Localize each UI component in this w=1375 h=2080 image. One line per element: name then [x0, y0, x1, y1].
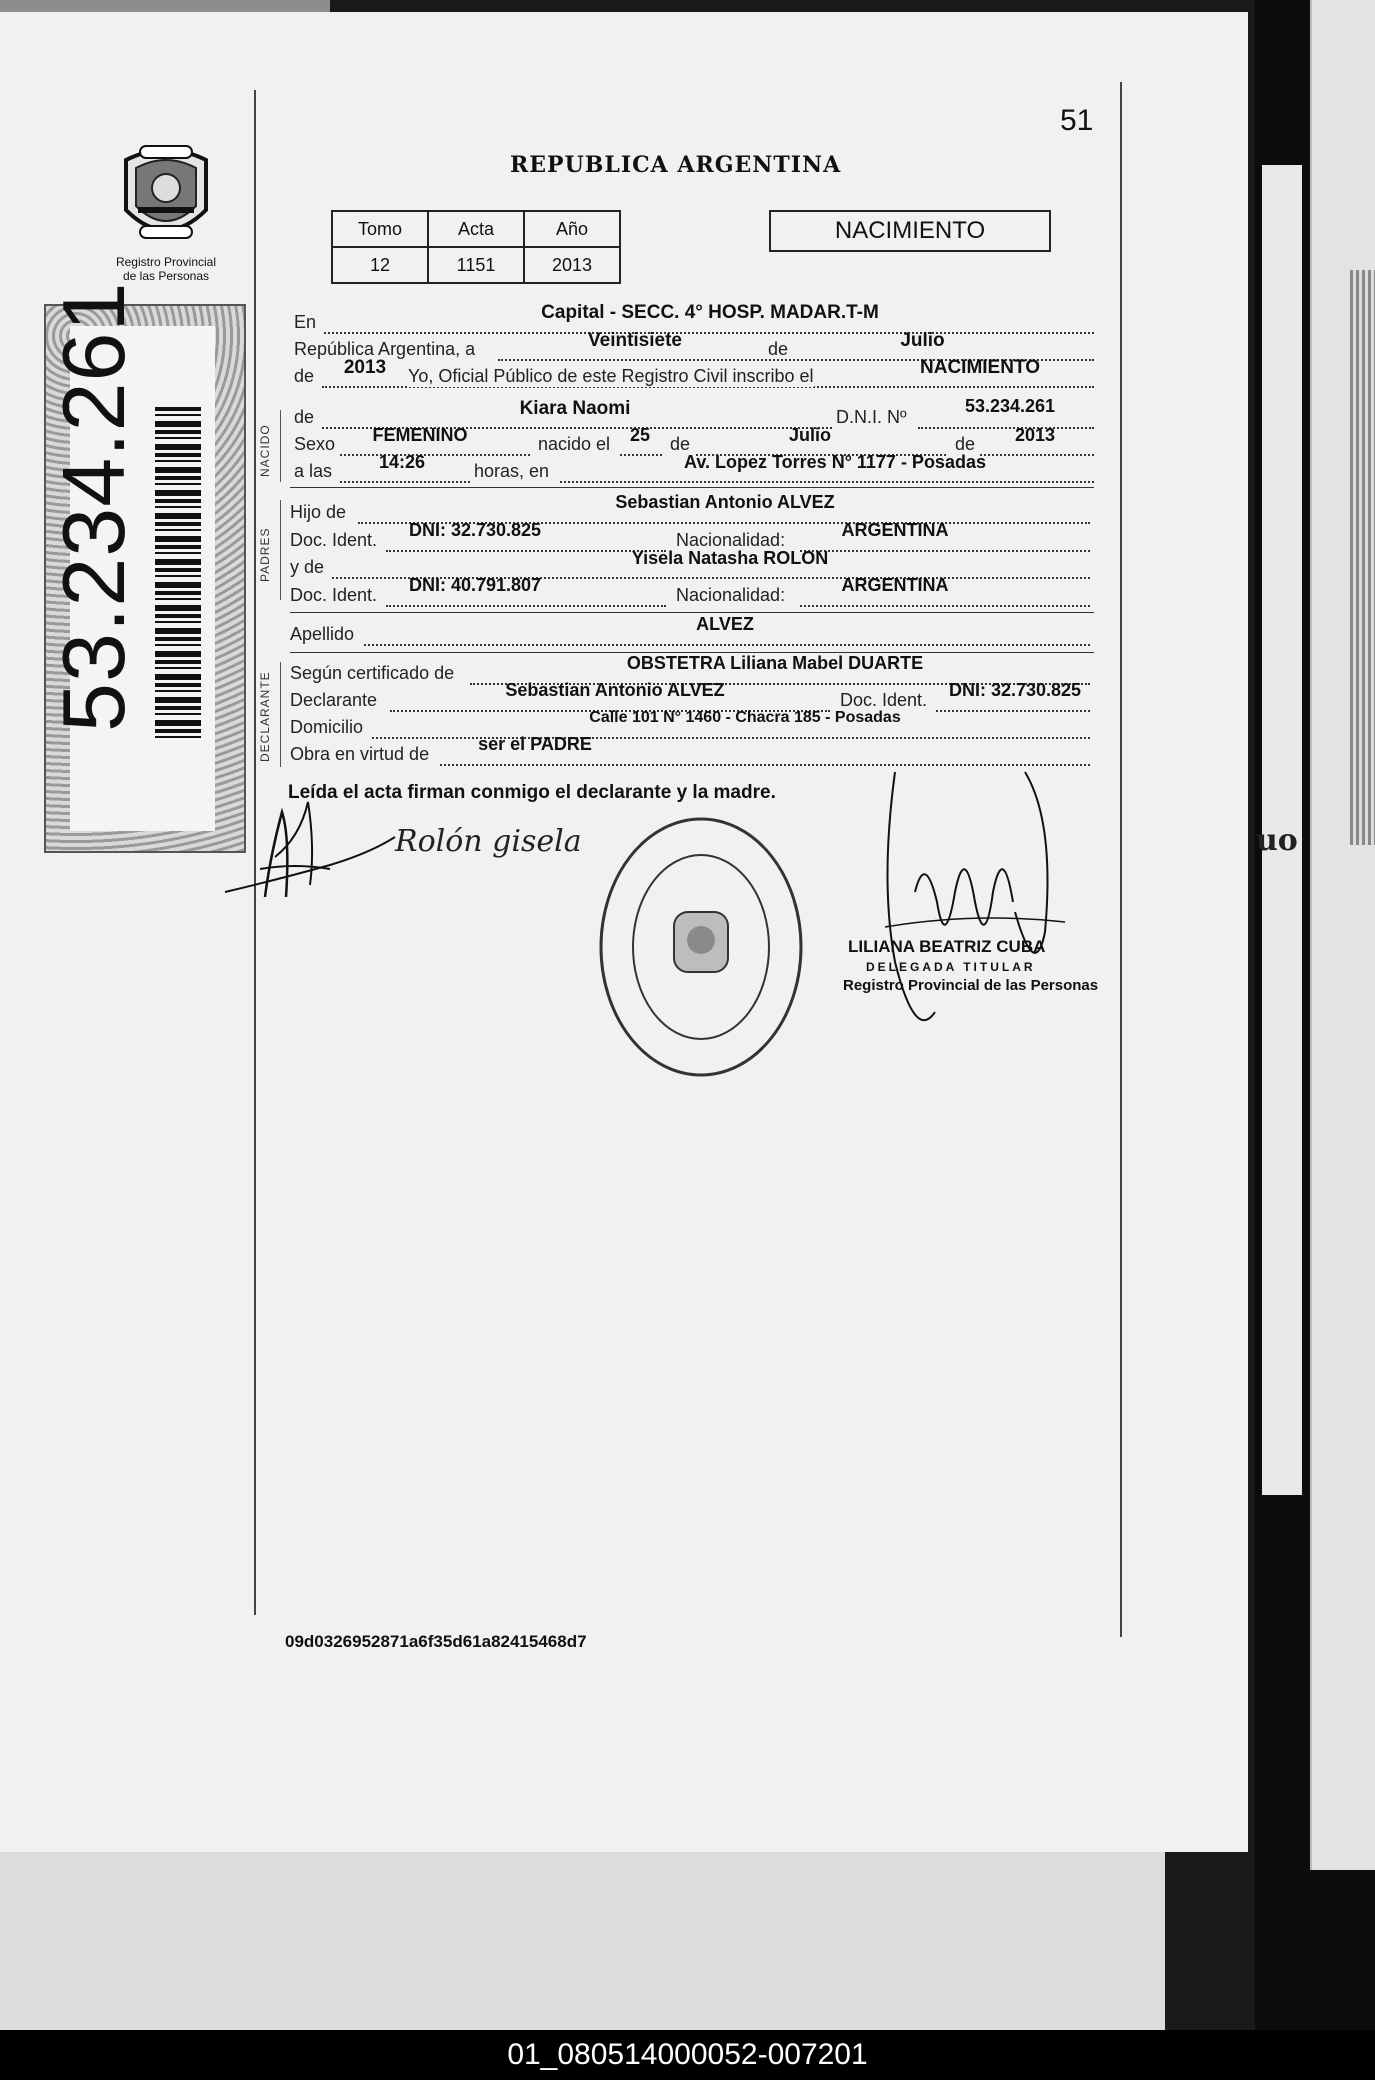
value-decl-doc: DNI: 32.730.825	[948, 680, 1082, 700]
table-value-anio: 2013	[524, 247, 620, 283]
label-dni: D.N.I. Nº	[836, 407, 907, 427]
label-declarante: Declarante	[290, 690, 378, 710]
label-decl-doc: Doc. Ident.	[840, 690, 928, 710]
provincial-coat-of-arms-icon	[118, 140, 214, 250]
label-nacido-de: de	[670, 434, 691, 454]
adjacent-page-text: uo	[1256, 823, 1298, 858]
value-inscribe: NACIMIENTO	[920, 357, 1040, 378]
document-id-vertical: 53.234.261	[44, 281, 143, 732]
mother-signature: Rolón gisela	[395, 824, 582, 859]
record-type-box: NACIMIENTO	[769, 210, 1051, 252]
section-label-declarante: DECLARANTE	[258, 671, 272, 762]
dotted-line	[560, 479, 1094, 483]
label-de: de	[768, 339, 789, 359]
section-label-nacido: NACIDO	[258, 424, 272, 477]
section-rule	[290, 612, 1094, 613]
label-obra: Obra en virtud de	[290, 744, 430, 764]
dotted-line	[364, 642, 1090, 646]
value-doc-madre: DNI: 40.791.807	[408, 575, 542, 595]
official-name: LILIANA BEATRIZ CUBA	[848, 937, 1046, 956]
dotted-line	[800, 603, 1090, 607]
value-sexo: FEMENINO	[372, 425, 468, 445]
section-divider	[280, 410, 281, 482]
dotted-line	[340, 479, 470, 483]
label-nacionalidad-padre: Nacionalidad:	[676, 530, 786, 550]
logo-caption-line1: Registro Provincial	[115, 255, 217, 269]
value-nacido-anio: 2013	[1014, 425, 1056, 445]
label-doc-madre: Doc. Ident.	[290, 585, 378, 605]
label-y-de: y de	[290, 557, 325, 577]
scan-filename: 01_080514000052-007201	[0, 2030, 1375, 2080]
label-oficial: Yo, Oficial Público de este Registro Civil inscribo el	[408, 366, 814, 386]
page-number: 51	[1060, 104, 1094, 137]
official-seal-icon	[596, 812, 806, 1082]
section-divider	[280, 500, 281, 600]
label-nacido-anio: de	[955, 434, 976, 454]
logo-caption	[96, 255, 236, 283]
value-hora: 14:26	[378, 452, 426, 472]
value-doc-padre: DNI: 32.730.825	[408, 520, 542, 540]
label-sexo: Sexo	[294, 434, 336, 454]
table-value-acta: 1151	[428, 247, 524, 283]
section-rule	[290, 487, 1094, 488]
logo-caption-line2: de las Personas	[122, 269, 210, 283]
table-header-anio: Año	[524, 211, 620, 247]
value-anio: 2013	[343, 357, 387, 378]
official-signature	[875, 762, 1075, 1052]
document-title: REPUBLICA ARGENTINA	[510, 152, 842, 178]
label-doc-padre: Doc. Ident.	[290, 530, 378, 550]
label-horas-en: horas, en	[474, 461, 550, 481]
value-nacionalidad-padre: ARGENTINA	[841, 520, 949, 540]
label-certificado: Según certificado de	[290, 663, 455, 683]
label-domicilio: Domicilio	[290, 717, 364, 737]
table-header-tomo: Tomo	[332, 211, 428, 247]
table-value-tomo: 12	[332, 247, 428, 283]
section-label-padres: PADRES	[258, 527, 272, 582]
label-republica: República Argentina, a	[294, 339, 476, 359]
right-margin-line	[1120, 82, 1122, 1637]
value-obra: ser el PADRE	[478, 734, 592, 754]
closing-statement: Leída el acta firman conmigo el declarante y la madre.	[288, 782, 776, 803]
value-nombre: Kiara Naomi	[519, 398, 631, 419]
value-certificado: OBSTETRA Liliana Mabel DUARTE	[626, 653, 924, 673]
value-nacido-mes: Julio	[788, 425, 831, 445]
value-lugar-nacimiento: Av. Lopez Torres N° 1177 - Posadas	[684, 452, 986, 472]
dotted-line	[936, 708, 1090, 712]
label-en: En	[294, 312, 317, 332]
value-nacido-dia: 25	[629, 425, 651, 445]
barcode	[155, 407, 201, 742]
document-hash: 09d0326952871a6f35d61a82415468d7	[285, 1632, 587, 1651]
declarant-signature	[220, 797, 400, 907]
label-nacionalidad-madre: Nacionalidad:	[676, 585, 786, 605]
underlying-sheet	[0, 1835, 1165, 2030]
official-role: DELEGADA TITULAR	[866, 960, 1036, 974]
label-hijo-de: Hijo de	[290, 502, 347, 522]
official-organization: Registro Provincial de las Personas	[843, 977, 1099, 994]
label-de-anio: de	[294, 366, 315, 386]
value-mes: Julio	[900, 330, 945, 351]
value-madre: Yisela Natasha ROLON	[631, 548, 829, 568]
registry-table	[331, 210, 621, 284]
table-header-acta: Acta	[428, 211, 524, 247]
label-apellido: Apellido	[290, 624, 355, 644]
value-nacionalidad-madre: ARGENTINA	[841, 575, 949, 595]
section-divider	[280, 662, 281, 767]
value-dni: 53.234.261	[964, 396, 1056, 416]
birth-certificate-page	[0, 12, 1248, 1852]
value-declarante: Sebastian Antonio ALVEZ	[505, 680, 725, 700]
value-lugar-registro: Capital - SECC. 4° HOSP. MADAR.T-M	[541, 302, 879, 323]
adjacent-page-pattern	[1350, 270, 1375, 845]
value-padre: Sebastian Antonio ALVEZ	[615, 492, 835, 512]
value-dia: Veintisiete	[588, 330, 682, 351]
label-de-nombre: de	[294, 407, 315, 427]
dotted-line	[386, 603, 666, 607]
label-a-las: a las	[294, 461, 333, 481]
label-nacido-el: nacido el	[538, 434, 611, 454]
value-apellido: ALVEZ	[696, 614, 754, 634]
value-domicilio: Calle 101 N° 1460 - Chacra 185 - Posadas	[589, 709, 901, 726]
